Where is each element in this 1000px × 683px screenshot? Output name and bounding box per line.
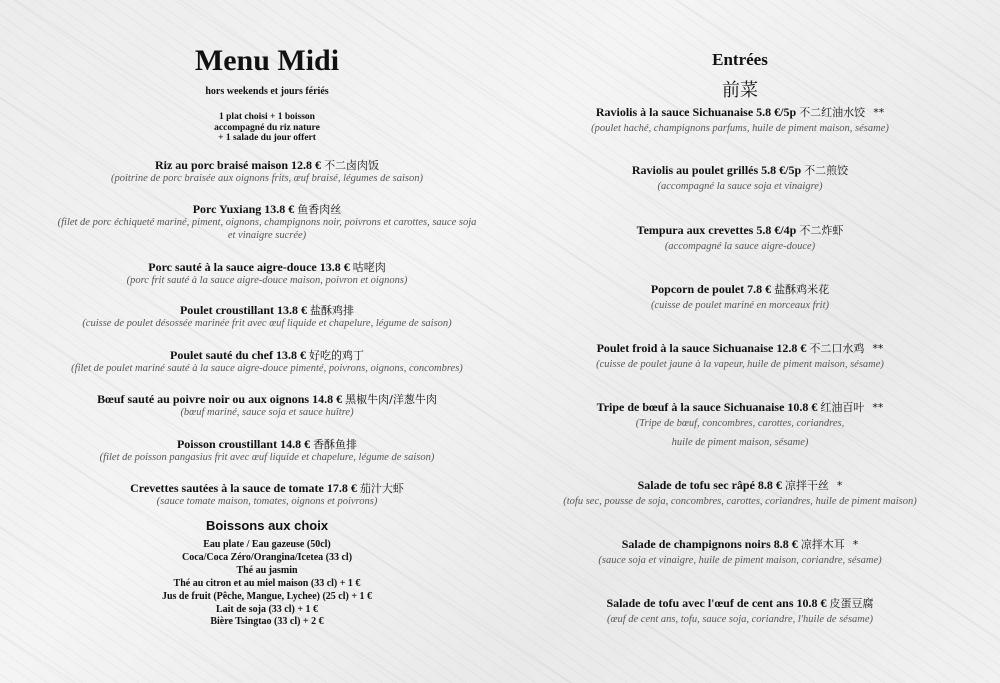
item-name-text: Poulet sauté du chef 13.8 € (170, 348, 306, 362)
menu-item-description: (accompagné la sauce soja et vinaigre) (657, 181, 823, 192)
menu-item-description: (cuisse de poulet mariné en morceaux frit) (650, 300, 830, 311)
item-name-zh: 不二口水鸡 (809, 342, 865, 355)
item-name-text: Tripe de bœuf à la sauce Sichuanaise 10.8 € (596, 400, 818, 414)
item-name-text: Salade de tofu sec râpé 8.8 € (637, 478, 782, 492)
menu-title: Menu Midi (194, 44, 340, 77)
item-name-zh: 香酥鱼排 (313, 438, 358, 451)
drink-item: Eau plate / Eau gazeuse (50cl) (203, 539, 331, 550)
item-name-zh: 凉拌干丝 (784, 479, 829, 492)
menu-item-description: (porc frit sauté à la sauce aigre-douce maison, poivron et oignons) (126, 275, 408, 286)
menu-item-name (20, 259, 514, 275)
menu-item-description: et vinaigre sucrée) (227, 230, 307, 241)
menu-item-name (20, 480, 514, 496)
item-name-text: Poulet croustillant 13.8 € (179, 303, 308, 317)
menu-item-description: (poulet haché, champignons parfums, huile de piment maison, sésame) (591, 123, 889, 134)
drink-item: Lait de soja (33 cl) + 1 € (215, 603, 319, 615)
menu-item-name (505, 536, 975, 552)
item-name-text: Porc Yuxiang 13.8 € (192, 202, 295, 216)
item-name-zh: 咕咾肉 (352, 261, 386, 274)
menu-item-description: (Tripe de bœuf, concombres, carottes, coriandres, (635, 418, 845, 429)
menu-item-description: (bœuf mariné, sauce soja et sauce huître) (180, 407, 354, 418)
menu-item-description: (cuisse de poulet jaune à la vapeur, huile de piment maison, sésame) (596, 359, 884, 370)
menu-subtitle: hors weekends et jours fériés (205, 86, 329, 97)
entrees-title-zh: 前菜 (722, 80, 758, 101)
menu-item-description: (poitrine de porc braisée aux oignons frits, œuf braisé, légumes de saison) (111, 173, 423, 184)
drink-item: Thé au jasmin (236, 564, 298, 576)
item-name-text: Crevettes sautées à la sauce de tomate 17.8 € (130, 481, 357, 495)
menu-item-name (505, 222, 975, 238)
menu-item-description: (filet de porc échiqueté mariné, piment, oignons, champignons noir, poivrons et carottes, sauce soja (57, 217, 477, 228)
item-name-zh: 不二炸虾 (799, 224, 844, 237)
spicy-mark: ** (873, 106, 885, 119)
item-name-zh: 不二卤肉饭 (324, 159, 380, 172)
item-name-zh: 盐酥鸡排 (310, 304, 355, 317)
menu-item-name (20, 391, 514, 407)
menu-item-name (505, 281, 975, 297)
offer-line: + 1 salade du jour offert (218, 133, 316, 143)
menu-item-name (505, 595, 975, 611)
drink-item: Coca/Coca Zéro/Orangina/Icetea (33 cl) (181, 551, 353, 563)
menu-item-description: (filet de poulet mariné sauté à la sauce aigre-douce pimenté, poivrons, oignons, concombres) (71, 363, 463, 374)
spicy-mark: * (836, 479, 843, 492)
drinks-list (20, 539, 514, 629)
menu-item-name (505, 104, 975, 120)
item-name-text: Raviolis à la sauce Sichuanaise 5.8 €/5p (595, 105, 797, 119)
spicy-mark: * (852, 538, 859, 551)
drinks-title: Boissons aux choix (205, 518, 329, 533)
menu-item-description: (sauce soja et vinaigre, huile de piment maison, coriandre, sésame) (598, 555, 882, 566)
menu-item-description: (sauce tomate maison, tomates, oignons et poivrons) (156, 496, 378, 507)
spicy-mark: ** (872, 342, 884, 355)
item-name-text: Poulet froid à la sauce Sichuanaise 12.8 € (596, 341, 807, 355)
item-name-text: Porc sauté à la sauce aigre-douce 13.8 € (148, 260, 350, 274)
menu-item-name (20, 302, 514, 318)
menu-item-description: (cuisse de poulet désossée marinée frit avec œuf liquide et chapelure, légume de saison) (82, 318, 452, 329)
item-name-zh: 好吃的鸡丁 (309, 349, 364, 362)
item-name-text: Tempura aux crevettes 5.8 €/4p (636, 223, 797, 237)
item-name-zh: 茄汁大虾 (359, 482, 404, 495)
item-name-text: Salade de tofu avec l'œuf de cent ans 10.8 € (606, 596, 827, 610)
menu-item-name (20, 436, 514, 452)
drink-item: Thé au citron et au miel maison (33 cl) + 1 € (173, 577, 361, 589)
item-name-zh: 鱼香肉丝 (297, 203, 342, 216)
menu-item-description: huile de piment maison, sésame) (671, 437, 809, 448)
menu-item-name (20, 201, 514, 217)
item-name-text: Poisson croustillant 14.8 € (176, 437, 311, 451)
menu-item-description: (filet de poisson pangasius frit avec œuf liquide et chapelure, légume de saison) (99, 452, 435, 463)
menu-item-name (505, 340, 975, 356)
item-name-zh: 红油百叶 (820, 401, 865, 414)
entrees-title: Entrées (712, 50, 768, 69)
item-name-zh: 不二煎饺 (804, 164, 849, 177)
item-name-zh: 盐酥鸡米花 (774, 283, 830, 296)
drink-item: Jus de fruit (Pêche, Mangue, Lychee) (25 cl) + 1 € (161, 590, 373, 602)
menu-item-description: (tofu sec, pousse de soja, concombres, carottes, coriandres, huile de piment maison) (563, 496, 917, 507)
offer-line: accompagné du riz nature (214, 122, 320, 133)
menu-item-name (20, 347, 514, 363)
item-name-text: Popcorn de poulet 7.8 € (650, 282, 772, 296)
menu-item-name (20, 157, 514, 173)
offer-line: 1 plat choisi + 1 boisson (219, 112, 315, 122)
item-name-zh: 皮蛋豆腐 (829, 597, 874, 610)
item-name-text: Bœuf sauté au poivre noir ou aux oignons 14.8 € (97, 392, 343, 406)
menu-item-name (505, 162, 975, 178)
item-name-zh: 黑椒牛肉/洋葱牛肉 (345, 393, 437, 406)
item-name-zh: 凉拌木耳 (800, 538, 845, 551)
menu-item-name (505, 477, 975, 493)
item-name-text: Riz au porc braisé maison 12.8 € (154, 158, 322, 172)
item-name-text: Raviolis au poulet grillés 5.8 €/5p (631, 163, 802, 177)
menu-item-name (505, 399, 975, 415)
spicy-mark: ** (872, 401, 884, 414)
item-name-text: Salade de champignons noirs 8.8 € (621, 537, 798, 551)
menu-item-description: (œuf de cent ans, tofu, sauce soja, coriandre, l'huile de sésame) (606, 614, 874, 625)
menu-item-description: (accompagné la sauce aigre-douce) (664, 241, 816, 252)
drink-item: Bière Tsingtao (33 cl) + 2 € (210, 616, 324, 628)
item-name-zh: 不二红油水饺 (799, 106, 866, 119)
